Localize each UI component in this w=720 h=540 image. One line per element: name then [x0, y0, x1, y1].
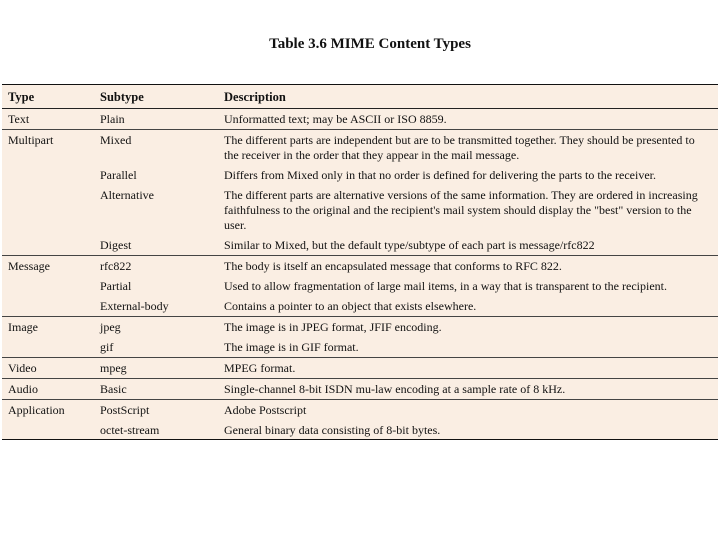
table-row: [2, 185, 718, 235]
description-cell: Contains a pointer to an object that exists elsewhere.: [224, 299, 477, 313]
table-row: [2, 296, 718, 317]
table-row: [2, 379, 718, 400]
table-header-row: [2, 85, 718, 109]
type-cell: Audio: [8, 382, 38, 396]
table-row: [2, 130, 718, 165]
table-row: [2, 358, 718, 379]
table-title: Table 3.6 MIME Content Types: [269, 36, 471, 52]
table-row: [2, 337, 718, 358]
subtype-cell: PostScript: [100, 403, 150, 417]
type-cell: Application: [8, 403, 65, 417]
header-subtype: Subtype: [100, 90, 144, 104]
table-row: [2, 109, 718, 130]
type-cell: Message: [8, 259, 50, 273]
description-cell: Differs from Mixed only in that no order is defined for delivering the parts to the receiver.: [224, 168, 656, 182]
mime-table: [2, 85, 718, 440]
subtype-cell: gif: [100, 340, 114, 354]
subtype-cell: rfc822: [100, 259, 132, 273]
table-row: [2, 420, 718, 440]
subtype-cell: External-body: [100, 299, 169, 313]
description-cell: Single-channel 8-bit ISDN mu-law encoding at a sample rate of 8 kHz.: [224, 382, 566, 396]
description-cell: The image is in GIF format.: [224, 340, 359, 354]
subtype-cell: Plain: [100, 112, 125, 126]
table-row: [2, 276, 718, 296]
table-row: [2, 400, 718, 420]
description-cell: The image is in JPEG format, JFIF encoding.: [224, 320, 442, 334]
type-cell: Video: [8, 361, 37, 375]
table-row: [2, 235, 718, 256]
subtype-cell: mpeg: [100, 361, 127, 375]
description-cell: Unformatted text; may be ASCII or ISO 8859.: [224, 112, 447, 126]
type-cell: Multipart: [8, 133, 54, 147]
table-row: [2, 256, 718, 276]
subtype-cell: Digest: [100, 238, 132, 252]
subtype-cell: octet-stream: [100, 423, 160, 437]
header-type: Type: [8, 90, 35, 104]
description-cell: Similar to Mixed, but the default type/subtype of each part is message/rfc822: [224, 238, 595, 252]
table-row: [2, 317, 718, 337]
description-cell: Used to allow fragmentation of large mail items, in a way that is transparent to the recipient.: [224, 279, 667, 293]
description-cell: The body is itself an encapsulated message that conforms to RFC 822.: [224, 259, 562, 273]
type-cell: Text: [8, 112, 30, 126]
table-bottom-rule: [2, 439, 718, 440]
description-cell: General binary data consisting of 8-bit bytes.: [224, 423, 441, 437]
subtype-cell: Partial: [100, 279, 132, 293]
table-body: [2, 109, 718, 440]
description-cell: The different parts are independent but are to be transmitted together. They should be presented to the receiver in the order that they appear in the mail message.: [224, 133, 695, 162]
subtype-cell: Alternative: [100, 188, 154, 202]
description-cell: MPEG format.: [224, 361, 296, 375]
description-cell: Adobe Postscript: [224, 403, 307, 417]
subtype-cell: Parallel: [100, 168, 137, 182]
subtype-cell: Mixed: [100, 133, 132, 147]
header-description: Description: [224, 90, 286, 104]
subtype-cell: Basic: [100, 382, 127, 396]
type-cell: Image: [8, 320, 38, 334]
table-row: [2, 165, 718, 185]
description-cell: The different parts are alternative versions of the same information. They are ordered in increasing faithfulness to the original and the recipient's mail system should display the "best" version to the user.: [224, 188, 698, 232]
subtype-cell: jpeg: [100, 320, 121, 334]
